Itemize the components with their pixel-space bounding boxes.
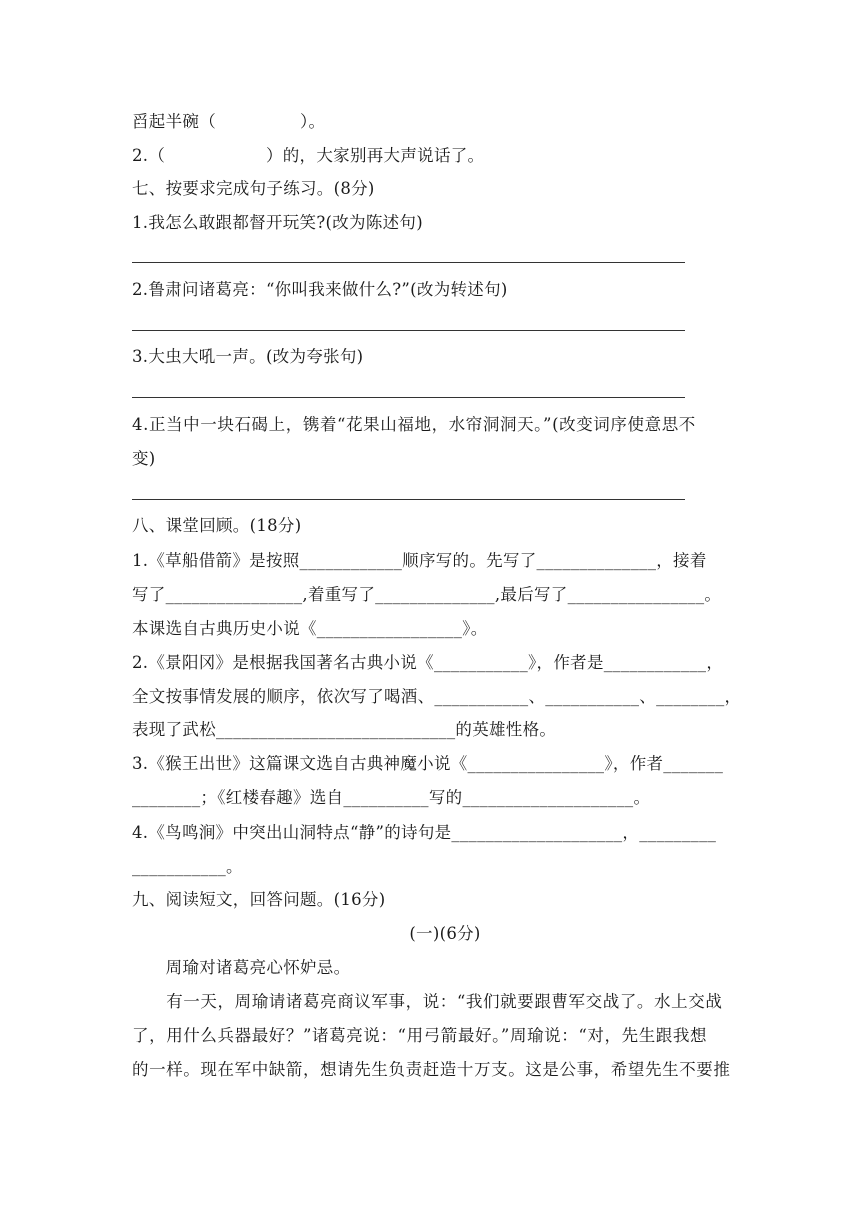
text-line: 舀起半碗（ ）。 (132, 112, 326, 131)
passage-paragraph: 的一样。现在军中缺箭，想请先生负责赶造十万支。这是公事，希望先生不要推 (132, 1060, 731, 1079)
section-heading: 七、按要求完成句子练习。(8分) (132, 179, 375, 198)
subsection-heading: (一)(6分) (409, 924, 481, 943)
question-text: 表现了武松____________________________的英雄性格。 (132, 720, 557, 739)
text-line: 2.（ ）的，大家别再大声说话了。 (132, 146, 485, 165)
passage-paragraph: 周瑜对诸葛亮心怀妒忌。 (132, 958, 351, 977)
question-text: 2.《景阳冈》是根据我国著名古典小说《___________》，作者是____________， (132, 653, 724, 672)
question-text: 写了________________,着重写了______________,最后写了________________。 (132, 585, 722, 604)
question-text: 1.我怎么敢跟都督开玩笑?(改为陈述句) (132, 213, 423, 232)
question-text: 1.《草船借箭》是按照____________顺序写的。先写了______________，接着 (132, 551, 707, 570)
section-heading: 八、课堂回顾。(18分) (132, 516, 302, 535)
answer-line[interactable] (132, 330, 685, 331)
question-text: 本课选自古典历史小说《_________________》。 (132, 619, 488, 638)
answer-line[interactable] (132, 499, 685, 500)
section-heading: 九、阅读短文，回答问题。(16分) (132, 890, 386, 909)
question-text: 3.大虫大吼一声。(改为夸张句) (132, 347, 364, 366)
question-text: ________；《红楼春趣》选自__________写的____________________。 (132, 788, 651, 807)
question-text: 3.《猴王出世》这篇课文选自古典神魔小说《________________》，作者_______ (132, 754, 724, 773)
question-text: 全文按事情发展的顺序，依次写了喝酒、___________、___________、________， (132, 687, 742, 706)
passage-paragraph: 了，用什么兵器最好？”诸葛亮说：“用弓箭最好。”周瑜说：“对，先生跟我想 (132, 1026, 708, 1045)
question-text: ___________。 (132, 857, 243, 876)
answer-line[interactable] (132, 262, 685, 263)
question-text: 变) (132, 449, 156, 468)
question-text: 4.《鸟鸣涧》中突出山洞特点“静”的诗句是____________________，_________ (132, 823, 717, 842)
passage-paragraph: 有一天，周瑜请诸葛亮商议军事，说：“我们就要跟曹军交战了。水上交战 (132, 992, 723, 1011)
question-text: 4.正当中一块石碣上，镌着“花果山福地，水帘洞洞天。”(改变词序使意思不 (132, 415, 696, 434)
answer-line[interactable] (132, 397, 685, 398)
question-text: 2.鲁肃问诸葛亮：“你叫我来做什么?”(改为转述句) (132, 280, 508, 299)
